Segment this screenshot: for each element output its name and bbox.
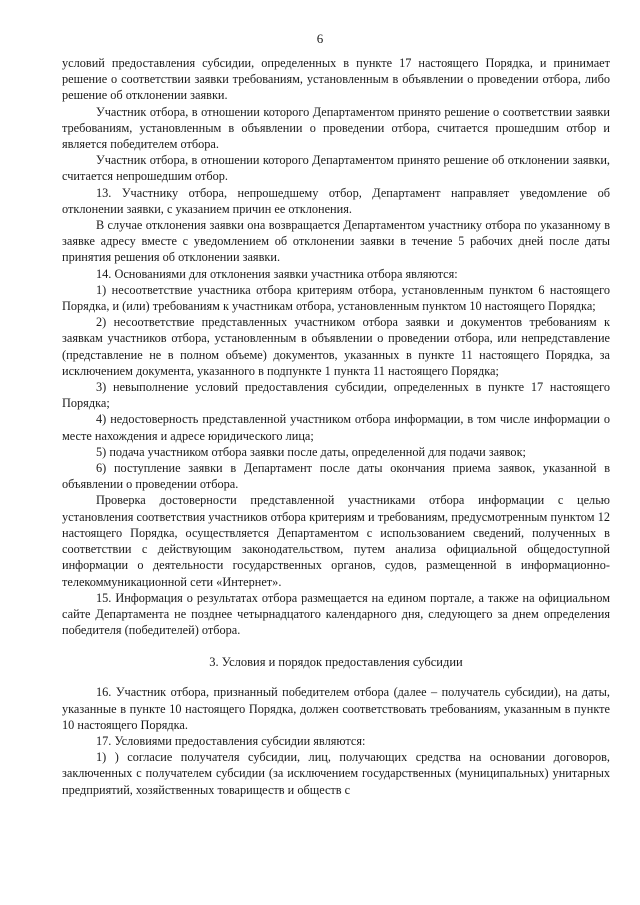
list-item: 2) несоответствие представленных участником отбора заявки и документов требованиям к заявкам участников отбора, установленным в объявлении о проведении отбора, или непредставление (представление не в полном объеме) документов, указанных в пункте 11 настоящего Порядка, за исключением документа, указанного в подпункте 1 пункта 11 настоящего Порядка; <box>62 315 610 378</box>
list-item: 6) поступление заявки в Департамент после даты окончания приема заявок, указанной в объявлении о проведении отбора. <box>62 461 610 492</box>
paragraph: 16. Участник отбора, признанный победителем отбора (далее – получатель субсидии), на даты, указанные в пункте 10 настоящего Порядка, должен соответствовать требованиям, указанным в пункте 10 настоящего Порядка. <box>62 685 610 732</box>
paragraph: Участник отбора, в отношении которого Департаментом принято решение об отклонении заявки, считается непрошедшим отбор. <box>62 153 610 184</box>
paragraph: 14. Основаниями для отклонения заявки участника отбора являются: <box>96 266 458 281</box>
paragraph: В случае отклонения заявки она возвращается Департаментом участнику отбора по указанному в заявке адресу вместе с уведомлением об отклонении заявки в течение 5 рабочих дней после даты принятия решения об отклонении заявки. <box>62 218 610 265</box>
paragraph: 13. Участнику отбора, непрошедшему отбор, Департамент направляет уведомление об отклонении заявки, с указанием причин ее отклонения. <box>62 185 610 216</box>
section-heading: 3. Условия и порядок предоставления субсидии <box>209 655 463 670</box>
document-body <box>62 55 610 798</box>
paragraph: 17. Условиями предоставления субсидии являются: <box>96 733 366 748</box>
paragraph: Участник отбора, в отношении которого Департаментом принято решение о соответствии заявки требованиям, установленным в объявлении о проведении отбора, считается прошедшим отбор и является победителем отбора. <box>62 104 610 152</box>
paragraph: Проверка достоверности представленной участниками отбора информации с целью установления соответствия участников отбора критериям и требованиям, предусмотренным пунктом 12 настоящего Порядка, осуществляется Департаментом с использованием сведений, полученных в соответствии с действующим законодательством, путем анализа официальной общедоступной информации о деятельности государственных органов, судов, размещенной в информационно-телекоммуникационной сети «Интернет». <box>62 493 610 589</box>
list-item: 1) ) согласие получателя субсидии, лиц, получающих средства на основании договоров, заключенных с получателем субсидии (за исключением государственных (муниципальных) унитарных предприятий, хозяйственных товариществ и обществ с <box>62 750 610 797</box>
list-item: 5) подача участником отбора заявки после даты, определенной для подачи заявок; <box>96 444 526 459</box>
page-number: 6 <box>316 31 324 46</box>
list-item: 4) недостоверность представленной участником отбора информации, в том числе информации о месте нахождения и адресе юридического лица; <box>62 412 610 443</box>
list-item: 3) невыполнение условий предоставления субсидии, определенных в пункте 17 настоящего Порядка; <box>62 380 610 411</box>
list-item: 1) несоответствие участника отбора критериям отбора, установленным пунктом 6 настоящего Порядка, и (или) требованиям к участникам отбора, установленным пунктом 10 настоящего Порядка; <box>62 282 610 314</box>
paragraph: 15. Информация о результатах отбора размещается на едином портале, а также на официальном сайте Департамента не позднее четырнадцатого календарного дня, следующего за днем определения победителя (победителей) отбора. <box>62 590 610 638</box>
paragraph: условий предоставления субсидии, определенных в пункте 17 настоящего Порядка, и принимает решение о соответствии заявки требованиям, установленным в объявлении о проведении отбора, либо решение об отклонении заявки. <box>62 56 610 103</box>
